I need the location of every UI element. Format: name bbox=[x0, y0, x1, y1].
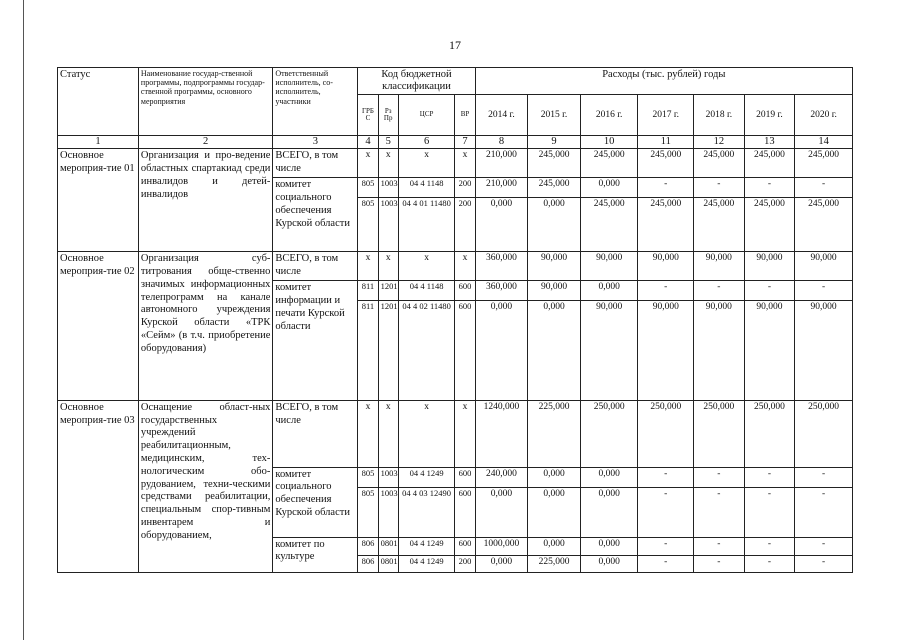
value-cell: 90,000 bbox=[694, 252, 745, 281]
budget-table bbox=[57, 67, 853, 573]
value-cell: - bbox=[638, 281, 694, 301]
code-cell: х bbox=[455, 252, 475, 281]
value-cell: 0,000 bbox=[528, 198, 581, 252]
col-number: 3 bbox=[273, 136, 358, 149]
value-cell: 90,000 bbox=[638, 301, 694, 400]
value-cell: 250,000 bbox=[694, 400, 745, 467]
page-number: 17 bbox=[449, 38, 461, 52]
value-cell: 245,000 bbox=[744, 149, 795, 178]
value-cell: 225,000 bbox=[528, 400, 581, 467]
value-cell: 0,000 bbox=[580, 467, 638, 487]
name-cell: Организация суб-титрования обще-ственно значимых информационных телепрограмм на канале автономного учреждения Курской области «ТРК «Сейм» (в т.ч. приобретение оборудования) bbox=[138, 252, 273, 401]
value-cell: 245,000 bbox=[638, 149, 694, 178]
rzpr-cell: 1003 bbox=[378, 467, 398, 487]
rzpr-cell: 1003 bbox=[378, 178, 398, 198]
header-year: 2016 г. bbox=[580, 95, 638, 136]
csr-cell: 04 4 02 11480 bbox=[398, 301, 455, 400]
value-cell: 90,000 bbox=[528, 281, 581, 301]
col-number: 7 bbox=[455, 136, 475, 149]
value-cell: 90,000 bbox=[694, 301, 745, 400]
header-budget-code: Код бюджетной классификации bbox=[358, 68, 475, 95]
code-cell: х bbox=[455, 400, 475, 467]
header-year: 2014 г. bbox=[475, 95, 528, 136]
executor-cell: комитет информации и печати Курской области bbox=[273, 281, 358, 401]
value-cell: 245,000 bbox=[528, 149, 581, 178]
header-year: 2015 г. bbox=[528, 95, 581, 136]
total-label: ВСЕГО, в том числе bbox=[273, 149, 358, 178]
code-cell: х bbox=[398, 149, 455, 178]
grbs-cell: 805 bbox=[358, 198, 378, 252]
value-cell: - bbox=[638, 178, 694, 198]
col-number: 10 bbox=[580, 136, 638, 149]
header-year: 2019 г. bbox=[744, 95, 795, 136]
grbs-cell: 811 bbox=[358, 281, 378, 301]
value-cell: 0,000 bbox=[475, 555, 528, 572]
value-cell: 0,000 bbox=[475, 198, 528, 252]
value-cell: 90,000 bbox=[580, 252, 638, 281]
value-cell: 0,000 bbox=[528, 537, 581, 555]
header-grbs: ГРБ С bbox=[358, 95, 378, 136]
code-cell: х bbox=[358, 400, 378, 467]
rzpr-cell: 0801 bbox=[378, 555, 398, 572]
value-cell: - bbox=[744, 537, 795, 555]
status-cell: Основное мероприя-тие 03 bbox=[58, 400, 139, 572]
value-cell: - bbox=[694, 281, 745, 301]
value-cell: 90,000 bbox=[744, 301, 795, 400]
header-name: Наименование государ-ственной программы, подпрограммы государ-ственной программы, основного мероприятия bbox=[138, 68, 273, 136]
col-number: 4 bbox=[358, 136, 378, 149]
rzpr-cell: 1003 bbox=[378, 487, 398, 537]
value-cell: - bbox=[744, 178, 795, 198]
value-cell: 90,000 bbox=[744, 252, 795, 281]
grbs-cell: 805 bbox=[358, 178, 378, 198]
code-cell: х bbox=[358, 252, 378, 281]
name-cell: Организация и про-ведение областных спартакиад среди инвалидов и детей-инвалидов bbox=[138, 149, 273, 252]
value-cell: 245,000 bbox=[638, 198, 694, 252]
budget-table-wrapper bbox=[57, 67, 853, 573]
value-cell: - bbox=[744, 281, 795, 301]
executor-cell: комитет социального обеспечения Курской области bbox=[273, 467, 358, 537]
column-number-row bbox=[58, 136, 853, 149]
csr-cell: 04 4 1148 bbox=[398, 178, 455, 198]
vr-cell: 600 bbox=[455, 301, 475, 400]
value-cell: - bbox=[744, 467, 795, 487]
header-year: 2018 г. bbox=[694, 95, 745, 136]
rzpr-cell: 1003 bbox=[378, 198, 398, 252]
col-number: 14 bbox=[795, 136, 853, 149]
vr-cell: 600 bbox=[455, 537, 475, 555]
value-cell: - bbox=[694, 555, 745, 572]
value-cell: - bbox=[638, 487, 694, 537]
table-row bbox=[58, 400, 853, 467]
col-number: 1 bbox=[58, 136, 139, 149]
header-expenses: Расходы (тыс. рублей) годы bbox=[475, 68, 852, 95]
rzpr-cell: 1201 bbox=[378, 301, 398, 400]
value-cell: 245,000 bbox=[744, 198, 795, 252]
value-cell: 250,000 bbox=[744, 400, 795, 467]
col-number: 9 bbox=[528, 136, 581, 149]
value-cell: 0,000 bbox=[475, 301, 528, 400]
value-cell: - bbox=[694, 467, 745, 487]
value-cell: - bbox=[795, 467, 853, 487]
grbs-cell: 806 bbox=[358, 537, 378, 555]
header-rzpr: Рз Пр bbox=[378, 95, 398, 136]
value-cell: 360,000 bbox=[475, 281, 528, 301]
value-cell: - bbox=[694, 537, 745, 555]
code-cell: х bbox=[358, 149, 378, 178]
value-cell: 90,000 bbox=[795, 252, 853, 281]
value-cell: - bbox=[694, 178, 745, 198]
value-cell: - bbox=[795, 555, 853, 572]
total-label: ВСЕГО, в том числе bbox=[273, 400, 358, 467]
value-cell: 0,000 bbox=[580, 178, 638, 198]
value-cell: - bbox=[795, 537, 853, 555]
value-cell: 240,000 bbox=[475, 467, 528, 487]
col-number: 8 bbox=[475, 136, 528, 149]
value-cell: 0,000 bbox=[580, 487, 638, 537]
value-cell: 90,000 bbox=[528, 252, 581, 281]
value-cell: 360,000 bbox=[475, 252, 528, 281]
grbs-cell: 805 bbox=[358, 467, 378, 487]
col-number: 5 bbox=[378, 136, 398, 149]
grbs-cell: 811 bbox=[358, 301, 378, 400]
value-cell: 90,000 bbox=[638, 252, 694, 281]
value-cell: 245,000 bbox=[795, 198, 853, 252]
header-year: 2017 г. bbox=[638, 95, 694, 136]
header-status: Статус bbox=[58, 68, 139, 136]
value-cell: 250,000 bbox=[795, 400, 853, 467]
vr-cell: 600 bbox=[455, 487, 475, 537]
csr-cell: 04 4 1249 bbox=[398, 537, 455, 555]
executor-cell: комитет по культуре bbox=[273, 537, 358, 573]
status-cell: Основное мероприя-тие 02 bbox=[58, 252, 139, 401]
value-cell: 245,000 bbox=[580, 198, 638, 252]
value-cell: 1240,000 bbox=[475, 400, 528, 467]
value-cell: 210,000 bbox=[475, 149, 528, 178]
value-cell: 250,000 bbox=[580, 400, 638, 467]
header-csr: ЦСР bbox=[398, 95, 455, 136]
value-cell: 245,000 bbox=[694, 149, 745, 178]
value-cell: - bbox=[795, 487, 853, 537]
value-cell: 245,000 bbox=[528, 178, 581, 198]
value-cell: 250,000 bbox=[638, 400, 694, 467]
table-row bbox=[58, 252, 853, 281]
col-number: 12 bbox=[694, 136, 745, 149]
value-cell: 90,000 bbox=[795, 301, 853, 400]
value-cell: - bbox=[744, 555, 795, 572]
table-row bbox=[58, 149, 853, 178]
total-label: ВСЕГО, в том числе bbox=[273, 252, 358, 281]
status-cell: Основное мероприя-тие 01 bbox=[58, 149, 139, 252]
code-cell: х bbox=[378, 149, 398, 178]
value-cell: - bbox=[638, 555, 694, 572]
scan-edge-line bbox=[23, 0, 24, 640]
header-year: 2020 г. bbox=[795, 95, 853, 136]
csr-cell: 04 4 03 12490 bbox=[398, 487, 455, 537]
value-cell: 0,000 bbox=[580, 537, 638, 555]
value-cell: - bbox=[638, 537, 694, 555]
value-cell: 0,000 bbox=[475, 487, 528, 537]
csr-cell: 04 4 1249 bbox=[398, 467, 455, 487]
value-cell: 245,000 bbox=[694, 198, 745, 252]
vr-cell: 200 bbox=[455, 178, 475, 198]
vr-cell: 600 bbox=[455, 467, 475, 487]
rzpr-cell: 0801 bbox=[378, 537, 398, 555]
value-cell: 0,000 bbox=[528, 301, 581, 400]
value-cell: 1000,000 bbox=[475, 537, 528, 555]
value-cell: 0,000 bbox=[580, 281, 638, 301]
csr-cell: 04 4 1148 bbox=[398, 281, 455, 301]
value-cell: 0,000 bbox=[528, 467, 581, 487]
col-number: 6 bbox=[398, 136, 455, 149]
rzpr-cell: 1201 bbox=[378, 281, 398, 301]
code-cell: х bbox=[398, 252, 455, 281]
code-cell: х bbox=[378, 252, 398, 281]
grbs-cell: 805 bbox=[358, 487, 378, 537]
vr-cell: 200 bbox=[455, 555, 475, 572]
vr-cell: 200 bbox=[455, 198, 475, 252]
value-cell: - bbox=[795, 178, 853, 198]
col-number: 11 bbox=[638, 136, 694, 149]
value-cell: 210,000 bbox=[475, 178, 528, 198]
value-cell: - bbox=[795, 281, 853, 301]
col-number: 2 bbox=[138, 136, 273, 149]
value-cell: - bbox=[694, 487, 745, 537]
header-row-1 bbox=[58, 68, 853, 95]
value-cell: 245,000 bbox=[580, 149, 638, 178]
csr-cell: 04 4 1249 bbox=[398, 555, 455, 572]
col-number: 13 bbox=[744, 136, 795, 149]
name-cell: Оснащение област-ных государственных учреждений реабилитационным, медицинским, тех-нологическим обо-рудованием, техни-ческими средствами реабилитации, специальным спор-тивным инвентарем и оборудованием, bbox=[138, 400, 273, 572]
csr-cell: 04 4 01 11480 bbox=[398, 198, 455, 252]
value-cell: 90,000 bbox=[580, 301, 638, 400]
code-cell: х bbox=[455, 149, 475, 178]
vr-cell: 600 bbox=[455, 281, 475, 301]
code-cell: х bbox=[378, 400, 398, 467]
value-cell: - bbox=[638, 467, 694, 487]
header-vr: ВР bbox=[455, 95, 475, 136]
grbs-cell: 806 bbox=[358, 555, 378, 572]
value-cell: - bbox=[744, 487, 795, 537]
code-cell: х bbox=[398, 400, 455, 467]
value-cell: 225,000 bbox=[528, 555, 581, 572]
value-cell: 0,000 bbox=[528, 487, 581, 537]
header-responsible: Ответственный исполнитель, со-исполнитель, участники bbox=[273, 68, 358, 136]
executor-cell: комитет социального обеспечения Курской области bbox=[273, 178, 358, 252]
value-cell: 245,000 bbox=[795, 149, 853, 178]
value-cell: 0,000 bbox=[580, 555, 638, 572]
